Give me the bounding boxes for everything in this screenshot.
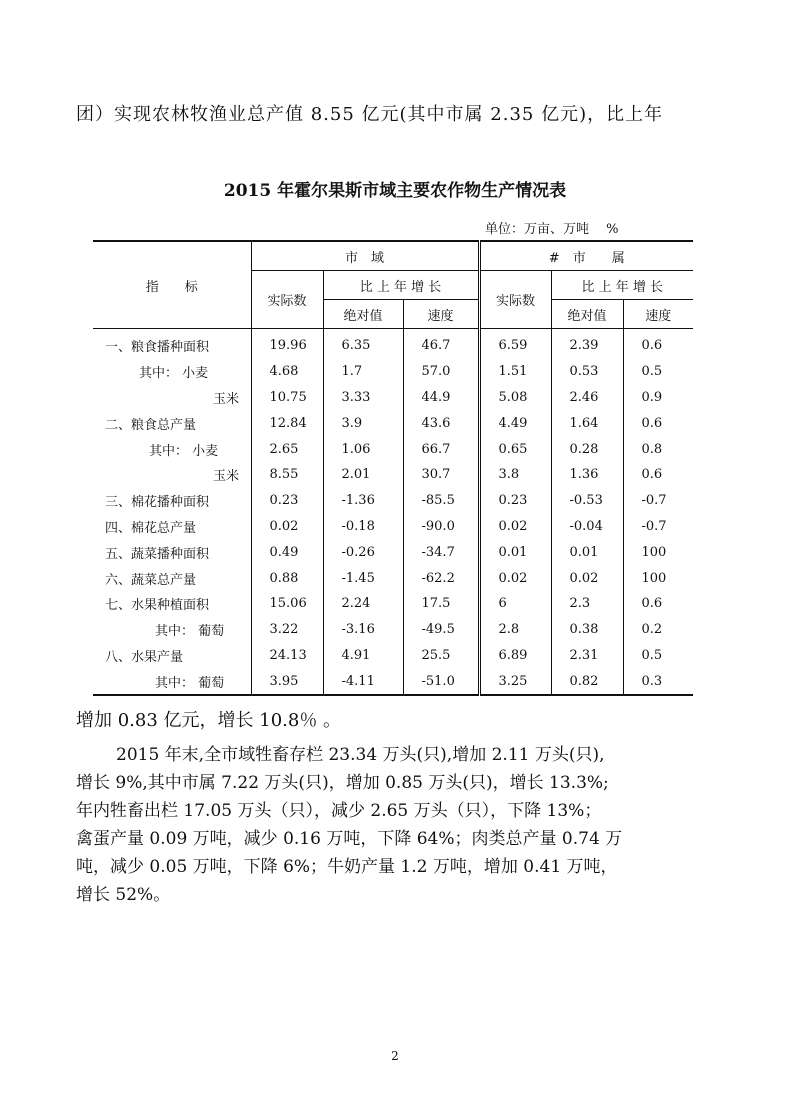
cell: 1.06	[323, 436, 403, 462]
livestock-paragraph	[76, 740, 726, 910]
cell: 0.88	[251, 565, 323, 591]
crop-production-table	[93, 240, 693, 696]
cell: 3.95	[251, 668, 323, 695]
row-label: 其中： 小麦	[149, 443, 219, 459]
header-speed-owned: 速度	[623, 300, 693, 329]
table-row	[93, 462, 693, 488]
cell: 19.96	[251, 329, 323, 359]
cell: 6.59	[479, 329, 551, 359]
cell: 0.02	[479, 565, 551, 591]
cell: 1.36	[551, 462, 623, 488]
cell: 1.64	[551, 410, 623, 436]
cell: 2.3	[551, 591, 623, 617]
cell: 1.7	[323, 359, 403, 385]
row-label: 四、棉花总产量	[105, 520, 197, 536]
cell: 0.6	[623, 591, 693, 617]
cell: 0.65	[479, 436, 551, 462]
cell: 2.31	[551, 643, 623, 669]
row-label: 二、粮食总产量	[105, 417, 197, 433]
paragraph-line: 年内牲畜出栏 17.05 万头（只），减少 2.65 万头（只），下降 13%；	[76, 801, 602, 821]
table-title: 2015 年霍尔果斯市域主要农作物生产情况表	[223, 181, 567, 201]
cell: -90.0	[403, 514, 479, 540]
cell: 1.51	[479, 359, 551, 385]
table-row	[93, 359, 693, 385]
cell: -49.5	[403, 617, 479, 643]
header-actual-owned: 实际数	[479, 271, 551, 329]
paragraph-line: 吨，减少 0.05 万吨，下降 6%；牛奶产量 1.2 万吨，增加 0.41 万吨，	[76, 857, 618, 877]
cell: -0.53	[551, 488, 623, 514]
cell: 3.9	[323, 410, 403, 436]
table-row	[93, 385, 693, 411]
header-speed-region: 速度	[403, 300, 479, 329]
cell: 2.8	[479, 617, 551, 643]
table-row	[93, 617, 693, 643]
cell: 3.8	[479, 462, 551, 488]
cell: 100	[623, 539, 693, 565]
cell: 2.01	[323, 462, 403, 488]
row-label: 六、蔬菜总产量	[105, 572, 197, 588]
cell: 0.9	[623, 385, 693, 411]
table-row	[93, 329, 693, 359]
cell: -85.5	[403, 488, 479, 514]
cell: 0.5	[623, 643, 693, 669]
cell: 10.75	[251, 385, 323, 411]
cell: 0.01	[551, 539, 623, 565]
cell: 17.5	[403, 591, 479, 617]
row-label: 七、水果种植面积	[105, 598, 210, 614]
top-paragraph: 团）实现农林牧渔业总产值 8.55 亿元(其中市属 2.35 亿元)，比上年	[76, 104, 664, 125]
row-label: 八、水果产量	[105, 649, 184, 665]
cell: -0.04	[551, 514, 623, 540]
table-row	[93, 565, 693, 591]
cell: -0.7	[623, 488, 693, 514]
cell: 0.6	[623, 329, 693, 359]
row-label: 一、粮食播种面积	[105, 340, 210, 356]
cell: 2.46	[551, 385, 623, 411]
paragraph-line: 增长 52%。	[76, 885, 171, 905]
cell: -0.26	[323, 539, 403, 565]
cell: 0.01	[479, 539, 551, 565]
cell: 0.5	[623, 359, 693, 385]
header-growth-region: 比 上 年 增 长	[323, 271, 479, 300]
cell: 5.08	[479, 385, 551, 411]
cell: 0.02	[479, 514, 551, 540]
table-row	[93, 643, 693, 669]
cell: 2.65	[251, 436, 323, 462]
cell: -1.36	[323, 488, 403, 514]
header-absolute-owned: 绝对值	[551, 300, 623, 329]
cell: 57.0	[403, 359, 479, 385]
cell: 0.02	[251, 514, 323, 540]
row-label: 其中： 葡萄	[155, 675, 225, 691]
cell: 30.7	[403, 462, 479, 488]
cell: 100	[623, 565, 693, 591]
cell: 0.6	[623, 410, 693, 436]
row-label: 其中： 小麦	[139, 366, 209, 382]
header-actual-region: 实际数	[251, 271, 323, 329]
cell: 0.53	[551, 359, 623, 385]
cell: -62.2	[403, 565, 479, 591]
cell: -0.7	[623, 514, 693, 540]
cell: -1.45	[323, 565, 403, 591]
cell: 15.06	[251, 591, 323, 617]
table-row	[93, 514, 693, 540]
row-label: 五、蔬菜播种面积	[105, 546, 210, 562]
table-row	[93, 436, 693, 462]
cell: 4.91	[323, 643, 403, 669]
paragraph-line: 增长 9%,其中市属 7.22 万头(只)，增加 0.85 万头(只)，增长 13.3%;	[76, 773, 609, 793]
page-number: 2	[391, 1049, 399, 1063]
cell: 3.22	[251, 617, 323, 643]
cell: 4.49	[479, 410, 551, 436]
cell: 0.28	[551, 436, 623, 462]
paragraph-line: 禽蛋产量 0.09 万吨，减少 0.16 万吨，下降 64%；肉类总产量 0.74 万	[76, 829, 623, 849]
cell: 2.39	[551, 329, 623, 359]
table-row	[93, 410, 693, 436]
cell: 24.13	[251, 643, 323, 669]
cell: 0.02	[551, 565, 623, 591]
cell: 4.68	[251, 359, 323, 385]
header-indicator: 指 标	[93, 241, 251, 329]
header-city-region: 市 域	[251, 241, 479, 271]
cell: 44.9	[403, 385, 479, 411]
cell: -0.18	[323, 514, 403, 540]
cell: 0.49	[251, 539, 323, 565]
header-absolute-region: 绝对值	[323, 300, 403, 329]
cell: 12.84	[251, 410, 323, 436]
row-label: 玉米	[213, 391, 240, 407]
table-row	[93, 668, 693, 695]
cell: 0.8	[623, 436, 693, 462]
cell: 25.5	[403, 643, 479, 669]
paragraph-line: 2015 年末,全市域牲畜存栏 23.34 万头(只),增加 2.11 万头(只),	[116, 745, 605, 765]
cell: -34.7	[403, 539, 479, 565]
after-table-text: 增加 0.83 亿元，增长 10.8％ 。	[76, 710, 342, 731]
cell: 3.33	[323, 385, 403, 411]
header-growth-owned: 比 上 年 增 长	[551, 271, 693, 300]
row-label: 玉米	[213, 469, 240, 485]
cell: 6	[479, 591, 551, 617]
cell: 2.24	[323, 591, 403, 617]
cell: 0.23	[251, 488, 323, 514]
cell: -3.16	[323, 617, 403, 643]
cell: 0.23	[479, 488, 551, 514]
cell: 0.6	[623, 462, 693, 488]
cell: 0.2	[623, 617, 693, 643]
row-label: 其中： 葡萄	[155, 624, 225, 640]
row-label: 三、棉花播种面积	[105, 495, 210, 511]
cell: 66.7	[403, 436, 479, 462]
cell: 8.55	[251, 462, 323, 488]
cell: 0.82	[551, 668, 623, 695]
cell: 6.35	[323, 329, 403, 359]
cell: 3.25	[479, 668, 551, 695]
cell: 0.38	[551, 617, 623, 643]
cell: 6.89	[479, 643, 551, 669]
cell: -51.0	[403, 668, 479, 695]
table-unit: 单位：万亩、万吨 %	[485, 222, 619, 237]
table-row	[93, 539, 693, 565]
table-row	[93, 488, 693, 514]
header-city-owned: # 市 属	[479, 241, 693, 271]
cell: 0.3	[623, 668, 693, 695]
cell: 43.6	[403, 410, 479, 436]
table-row	[93, 591, 693, 617]
cell: 46.7	[403, 329, 479, 359]
cell: -4.11	[323, 668, 403, 695]
